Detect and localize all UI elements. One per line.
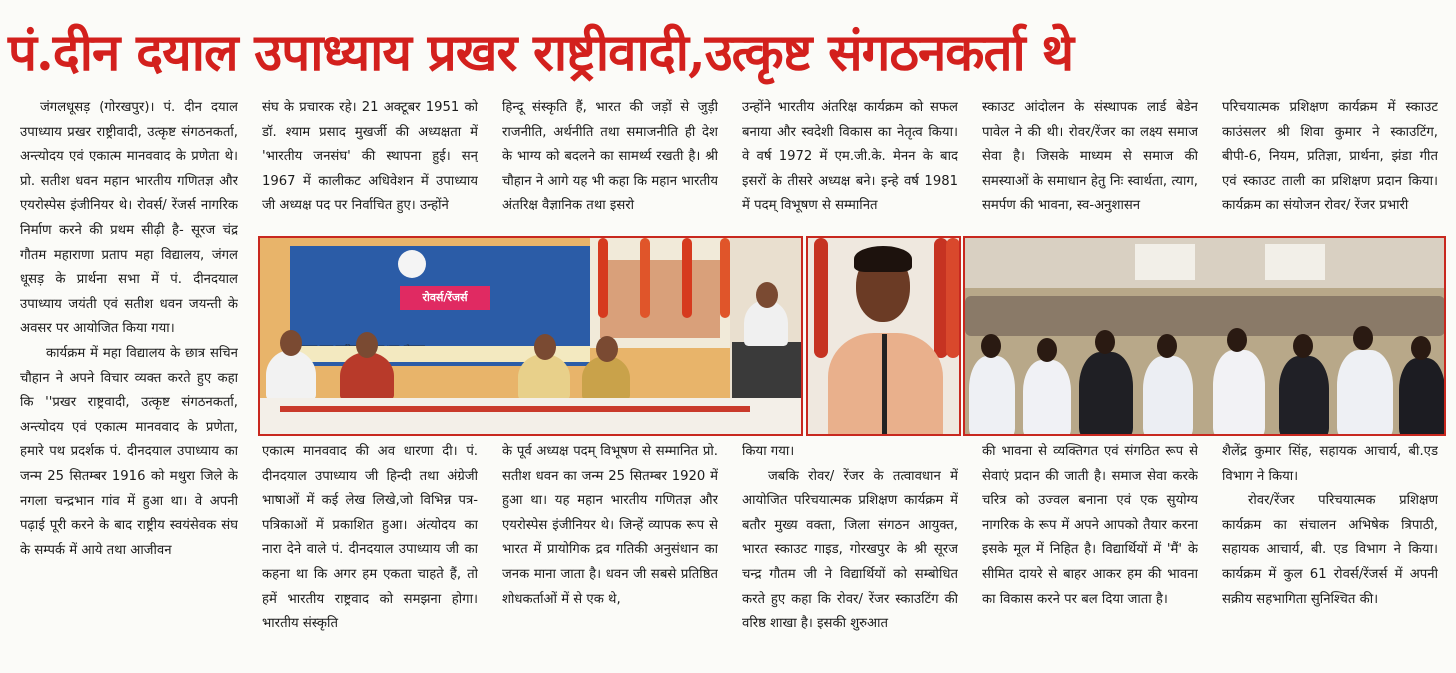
paragraph: जबकि रोवर/ रेंजर के तत्वावधान में आयोजित परिचयात्मक प्रशिक्षण कार्यक्रम में बतौर मुख्य वक्ता, जिला संगठन आयुक्त, भारत स्काउट गाइड, गोरखपुर के श्री सूरज चन्द्र गौतम जी ने विद्यार्थियों को सम्बोधित करते हुए कहा कि रोवर/ रेंजर स्काउटिंग की वरिष्ठ शाखा है। इसकी शुरुआत [742, 468, 958, 632]
paragraph: शैलेंद्र कुमार सिंह, सहायक आचार्य, बी.एड विभाग ने किया। [1222, 444, 1438, 484]
student-head [1227, 328, 1247, 352]
article-column-3-top [502, 96, 718, 232]
person-head [596, 336, 618, 362]
banner-title-text: रोवर्स/रेंजर्स [422, 291, 468, 304]
article-column-5-bottom [982, 440, 1198, 652]
person-head [756, 282, 778, 308]
article-column-1 [20, 96, 238, 652]
person-head [280, 330, 302, 356]
garland [720, 238, 730, 318]
paragraph: की भावना से व्यक्तिगत एवं संगठित रूप से सेवाएं प्रदान की जाती है। समाज सेवा करके चरित्र को उज्वल बनाना एवं एक सुयोग्य नागरिक के रूप में अपने आपको तैयार करना इसके मूल में निहित है। विद्यार्थियों में 'मैं' के सीमित दायरे से बाहर आकर हम की भावना का विकास करने पर बल दिया जाता है। [982, 444, 1198, 607]
student-head [1411, 336, 1431, 360]
stage-photo [258, 236, 803, 436]
student-head [1157, 334, 1177, 358]
person [518, 354, 570, 400]
student [965, 296, 1445, 336]
student [1023, 360, 1071, 436]
student [1337, 350, 1393, 436]
window [1135, 244, 1195, 280]
student [1213, 350, 1265, 436]
paragraph: उन्होंने भारतीय अंतरिक्ष कार्यक्रम को सफल बनाया और स्वदेशी विकास का नेतृत्व किया। वे वर्ष 1972 में एम.जी.के. मेनन के बाद इसरों के तीसरे अध्यक्ष बने। इन्हे वर्ष 1981 में पदम् विभूषण से सम्मानित [742, 100, 958, 214]
garland [640, 238, 650, 318]
person-head [534, 334, 556, 360]
student [1279, 356, 1329, 436]
headline: पं.दीन दयाल उपाध्याय प्रखर राष्ट्रीवादी,उत्कृष्ट संगठनकर्ता थे [8, 23, 1074, 83]
portrait-poster [600, 260, 720, 338]
article-column-2-top [262, 96, 478, 232]
paragraph: जंगलधूसड़ (गोरखपुर)। पं. दीन दयाल उपाध्याय प्रखर राष्ट्रीवादी, उत्कृष्ट संगठनकर्ता, अन्त्योदय एवं एकात्म मानववाद के प्रणेता थे। प्रो. सतीश धवन महान भारतीय गणितज्ञ और एयरोस्पेस इंजीनियर थे। रोवर्स/ रेंजर्स नागरिक निर्माण करने की प्रथम सीढ़ी है- सूरज चंद्र गौतम महाराणा प्रताप महा विद्यालय, जंगल धूसड़ के प्रार्थना सभा में पं. दीनदयाल उपाध्याय जयंती एवं सतीश धवन जयन्ती के अवसर पर आयोजित किया गया। [20, 100, 238, 337]
article-column-4-bottom [742, 440, 958, 652]
audience-photo [963, 236, 1446, 436]
student [1399, 358, 1445, 436]
student [1143, 356, 1193, 436]
garland [598, 238, 608, 318]
paragraph: कार्यक्रम में महा विद्यालय के छात्र सचिन चौहान ने अपने विचार व्यक्त करते हुए कहा कि ''प्रखर राष्ट्रवादी, उत्कृष्ट संगठनकर्ता, अन्त्योदय एवं एकात्म मानववाद के प्रणेता, हमारे पथ प्रदर्शक पं. दीनदयाल उपाध्याय का जन्म 25 सितम्बर 1916 को मथुरा जिले के नगला चन्द्रभान गांव में हुआ था। वे अपनी पढ़ाई पूरी करने के बाद राष्ट्रीय स्वयंसेवक संघ के सम्पर्क में आये तथा आजीवन [20, 345, 238, 558]
article-column-6-bottom [1222, 440, 1438, 652]
paragraph: हिन्दू संस्कृति हैं, भारत की जड़ों से जुड़ी राजनीति, अर्थनीति तथा समाजनीति ही देश के भाग्य को बदलने का सामर्थ्य रखती है। श्री चौहान ने आगे यह भी कहा कि महान भारतीय अंतरिक्ष वैज्ञानिक तथा इसरो [502, 100, 718, 214]
garland [682, 238, 692, 318]
article-column-4-top [742, 96, 958, 232]
person [582, 356, 630, 400]
student-head [1095, 330, 1115, 354]
speaker-hair [854, 246, 912, 272]
article-column-2-bottom [262, 440, 478, 652]
paragraph: स्काउट आंदोलन के संस्थापक लार्ड बेडेन पावेल ने की थी। रोवर/रेंजर का लक्ष्य समाज सेवा है। जिसके माध्यम से समाज की समस्याओं के समाधान हेतु निः स्वार्थता, त्याग, समर्पण की भावना, स्व-अनुशासन [982, 100, 1198, 214]
window [1265, 244, 1325, 280]
person-head [356, 332, 378, 358]
person [340, 352, 394, 400]
stage-table [260, 398, 801, 436]
garland [814, 238, 828, 358]
garland [946, 238, 960, 358]
table-decoration [280, 406, 750, 412]
paragraph: रोवर/रेंजर परिचयात्मक प्रशिक्षण कार्यक्रम का संचालन अभिषेक त्रिपाठी, सहायक आचार्य, बी. एड विभाग ने किया। कार्यक्रम में कुल 61 रोवर्स/रेंजर्स में अपनी सक्रीय सहभागिता सुनिश्चित की। [1222, 493, 1438, 607]
speaker-photo [806, 236, 961, 436]
article-column-3-bottom [502, 440, 718, 652]
student [1079, 352, 1133, 436]
paragraph: एकात्म मानववाद की अव धारणा दी। पं. दीनदयाल उपाध्याय जी हिन्दी तथा अंग्रेजी भाषाओं में कई लेख लिखे,जो विभिन्न पत्र-पत्रिकाओं में प्रकाशित हुआ। अंत्योदय का नारा देने वाले पं. दीनदयाल उपाध्याय जी का कहना था कि अगर हम एकता चाहते हैं, तो हमें भारतीय राष्ट्रवाद को समझना होगा। भारतीय संस्कृति [262, 444, 478, 632]
student [969, 356, 1015, 436]
person [266, 350, 316, 400]
back-wall [965, 238, 1444, 288]
student-head [981, 334, 1001, 358]
paragraph: के पूर्व अध्यक्ष पदम् विभूषण से सम्मानित प्रो. सतीश धवन का जन्म 25 सितम्बर 1920 में हुआ था। यह महान भारतीय गणितज्ञ और एयरोस्पेस इंजीनियर थे। जिन्हें व्यापक रूप से भारत में प्रायोगिक द्रव गतिकी अनुसंधान का जनक माना जाता है। धवन जी सबसे प्रतिष्ठित शोधकर्ताओं में से एक थे, [502, 444, 718, 607]
student-head [1037, 338, 1057, 362]
article-column-5-top [982, 96, 1198, 232]
article-column-6-top [1222, 96, 1438, 232]
paragraph: परिचयात्मक प्रशिक्षण कार्यक्रम में स्काउट काउंसलर श्री शिवा कुमार ने स्काउटिंग, बीपी-6, नियम, प्रतिज्ञा, प्रार्थना, झंडा गीत एवं स्काउट ताली का प्रशिक्षण प्रदान किया। कार्यक्रम का संयोजन रोवर/ रेंजर प्रभारी [1222, 100, 1438, 214]
paragraph: संघ के प्रचारक रहे। 21 अक्टूबर 1951 को डॉ. श्याम प्रसाद मुखर्जी की अध्यक्षता में 'भारतीय जनसंघ' की स्थापना हुई। सन् 1967 में कालीकट अधिवेशन में उपाध्याय जी अध्यक्ष पद पर निर्वाचित हुए। उन्होंने [262, 100, 478, 214]
paragraph: किया गया। [742, 444, 795, 459]
student-head [1353, 326, 1373, 350]
student-head [1293, 334, 1313, 358]
microphone-icon [882, 334, 887, 436]
banner-logo [398, 250, 426, 278]
banner-title [400, 286, 490, 310]
